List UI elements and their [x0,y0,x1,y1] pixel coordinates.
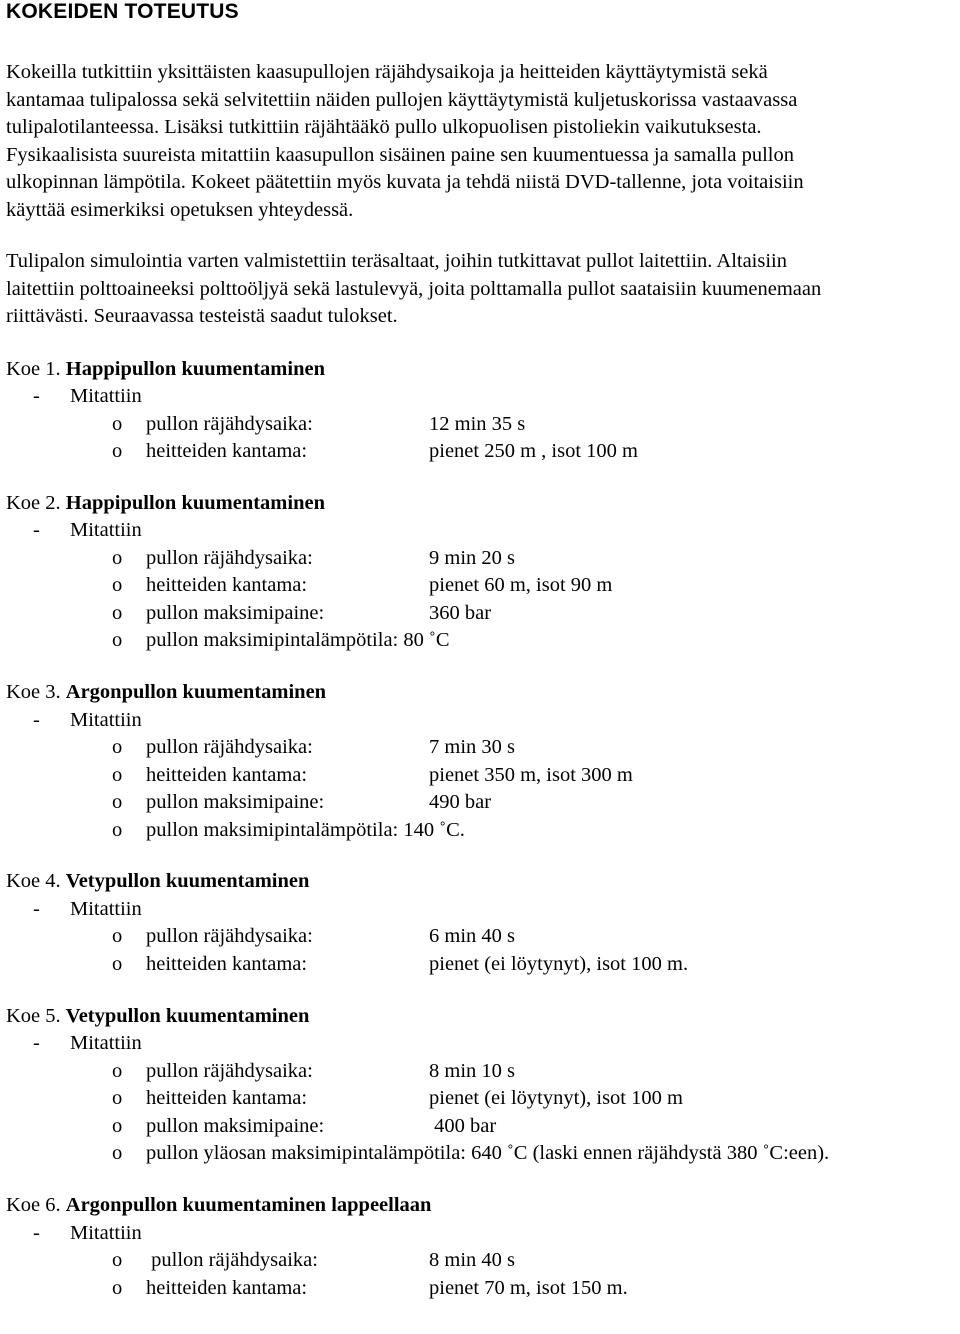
measurement-item [6,734,956,762]
experiment-number: Koe 3. [6,681,61,704]
measurement-item [6,627,956,655]
measurement-label: pullon räjähdysaika: [146,1059,313,1082]
experiment-name: Happipullon kuumentaminen [65,491,325,514]
measurement-list [6,545,956,655]
measurement-label: pullon maksimipintalämpötila: 80 ˚C [146,629,450,652]
measured-label: Mitattiin [70,385,142,407]
dash-bullet: - [33,1221,40,1244]
measurement-label: pullon maksimipintalämpötila: 140 ˚C. [146,818,465,841]
measurement-label: heitteiden kantama: [146,1276,308,1299]
document-page [6,0,956,1302]
experiment-number: Koe 1. [6,357,61,380]
experiment-number: Koe 2. [6,491,61,514]
experiment-title [6,679,956,707]
experiment-title [6,1192,956,1220]
circle-bullet: o [112,791,123,814]
measurement-value: pienet 350 m, isot 300 m [429,763,633,786]
measurement-list [6,1247,956,1302]
experiment-1 [6,356,956,466]
measurement-item [6,762,956,790]
experiment-4 [6,868,956,978]
measurement-label: pullon räjähdysaika: [146,1249,318,1271]
measurement-item [6,600,956,628]
measurement-value: 6 min 40 s [429,925,515,948]
circle-bullet: o [112,925,123,948]
measurement-value: pienet 250 m , isot 100 m [429,440,638,463]
measured-line [6,1220,956,1248]
measurement-value: pienet (ei löytynyt), isot 100 m [429,1087,683,1110]
text-line: Kokeilla tutkittiin yksittäisten kaasupullojen räjähdysaikoja ja heitteiden käyttäytymistä sekä [6,61,768,83]
measurement-label: heitteiden kantama: [146,440,308,463]
circle-bullet: o [112,1114,123,1137]
measurement-item [6,572,956,600]
circle-bullet: o [112,574,123,597]
measured-label: Mitattiin [70,519,142,542]
measurement-label: pullon räjähdysaika: [146,736,313,759]
measurement-value: 360 bar [429,601,492,624]
text-line: laitettiin polttoaineeksi polttoöljyä sekä lastulevyä, joita polttamalla pullot saataisiin kuumenemaan [6,277,822,300]
experiment-number: Koe 6. [6,1194,61,1216]
experiment-2 [6,490,956,655]
measurement-label: heitteiden kantama: [146,1087,308,1110]
experiment-name: Vetypullon kuumentaminen [65,1004,310,1027]
measurement-label: pullon räjähdysaika: [146,925,313,948]
experiment-title [6,490,956,518]
measurement-list [6,734,956,844]
measurement-item [6,1085,956,1113]
intro-paragraph [6,59,956,224]
measurement-label: pullon maksimipaine: [146,601,325,624]
measured-line [6,1030,956,1058]
experiment-title [6,868,956,896]
measurement-value: 7 min 30 s [429,736,515,759]
circle-bullet: o [112,601,123,624]
dash-bullet: - [33,385,40,407]
simulation-paragraph [6,248,956,331]
measurement-item [6,1058,956,1086]
measured-line [6,517,956,545]
experiment-title [6,356,956,384]
circle-bullet: o [112,1249,123,1271]
measurement-list [6,923,956,978]
measurement-label: heitteiden kantama: [146,763,308,786]
measured-label: Mitattiin [70,1032,142,1055]
text-line: riittävästi. Seuraavassa testeistä saadut tulokset. [6,305,398,327]
circle-bullet: o [112,629,123,652]
experiment-title [6,1003,956,1031]
measurement-item [6,411,956,439]
experiment-name: Argonpullon kuumentaminen lappeellaan [65,1194,432,1216]
measurement-item [6,1247,956,1275]
measurement-list [6,1058,956,1168]
circle-bullet: o [112,763,123,786]
experiment-name: Vetypullon kuumentaminen [65,870,310,893]
measurement-value: 8 min 40 s [429,1249,515,1271]
measurement-label: pullon maksimipaine: [146,1114,325,1137]
measurement-value: 12 min 35 s [429,412,526,435]
experiment-3 [6,679,956,844]
circle-bullet: o [112,1087,123,1110]
measurement-item [6,951,956,979]
circle-bullet: o [112,1142,123,1165]
measurement-label: pullon yläosan maksimipintalämpötila: 640 ˚C (laski ennen räjähdystä 380 ˚C:een). [146,1142,830,1165]
measurement-item [6,817,956,845]
circle-bullet: o [112,1276,123,1299]
measurement-list [6,411,956,466]
dash-bullet: - [33,519,40,542]
circle-bullet: o [112,1059,123,1082]
measured-label: Mitattiin [70,708,142,731]
measured-line [6,707,956,735]
circle-bullet: o [112,818,123,841]
measurement-item [6,1140,956,1168]
text-line: kantamaa tulipalossa sekä selvitettiin näiden pullojen käyttäytymistä kuljetuskorissa vastaavassa [6,88,798,111]
measurement-value: pienet 70 m, isot 150 m. [429,1276,628,1299]
measurement-label: pullon räjähdysaika: [146,412,313,435]
measurement-item [6,438,956,466]
document-heading: KOKEIDEN TOTEUTUS [6,0,239,23]
experiment-name: Happipullon kuumentaminen [65,357,325,380]
text-line: Tulipalon simulointia varten valmistettiin teräsaltaat, joihin tutkittavat pullot laitettiin. Altaisiin [6,250,787,272]
measurement-item [6,923,956,951]
measured-label: Mitattiin [70,1221,142,1244]
measured-line [6,383,956,411]
circle-bullet: o [112,440,123,463]
measurement-label: pullon maksimipaine: [146,791,325,814]
dash-bullet: - [33,708,40,731]
text-line: tulipalotilanteessa. Lisäksi tutkittiin räjähtääkö pullo ulkopuolisen pistoliekin vaikutuksesta. [6,116,762,138]
dash-bullet: - [33,897,40,920]
measured-line [6,896,956,924]
measurement-label: pullon räjähdysaika: [146,546,313,569]
measurement-item [6,1113,956,1141]
circle-bullet: o [112,953,123,976]
measurement-item [6,789,956,817]
experiment-name: Argonpullon kuumentaminen [65,681,327,704]
text-line: käyttää esimerkiksi opetuksen yhteydessä. [6,198,354,221]
text-line: ulkopinnan lämpötila. Kokeet päätettiin myös kuvata ja tehdä niistä DVD-tallenne, jota voitaisiin [6,171,804,193]
experiment-6 [6,1192,956,1302]
measurement-value: pienet (ei löytynyt), isot 100 m. [429,953,689,976]
experiment-number: Koe 4. [6,870,61,893]
measurement-label: heitteiden kantama: [146,953,308,976]
measured-label: Mitattiin [70,897,142,920]
measurement-value: pienet 60 m, isot 90 m [429,574,613,597]
measurement-value: 9 min 20 s [429,546,515,569]
measurement-value: 8 min 10 s [429,1059,515,1082]
experiment-5 [6,1003,956,1168]
dash-bullet: - [33,1032,40,1055]
circle-bullet: o [112,412,123,435]
measurement-item [6,1275,956,1303]
measurement-value: 490 bar [429,791,492,814]
circle-bullet: o [112,546,123,569]
measurement-value: 400 bar [429,1114,497,1137]
text-line: Fysikaalisista suureista mitattiin kaasupullon sisäinen paine sen kuumentuessa ja samalla pullon [6,143,794,166]
experiment-number: Koe 5. [6,1004,61,1027]
circle-bullet: o [112,736,123,759]
measurement-item [6,545,956,573]
measurement-label: heitteiden kantama: [146,574,308,597]
